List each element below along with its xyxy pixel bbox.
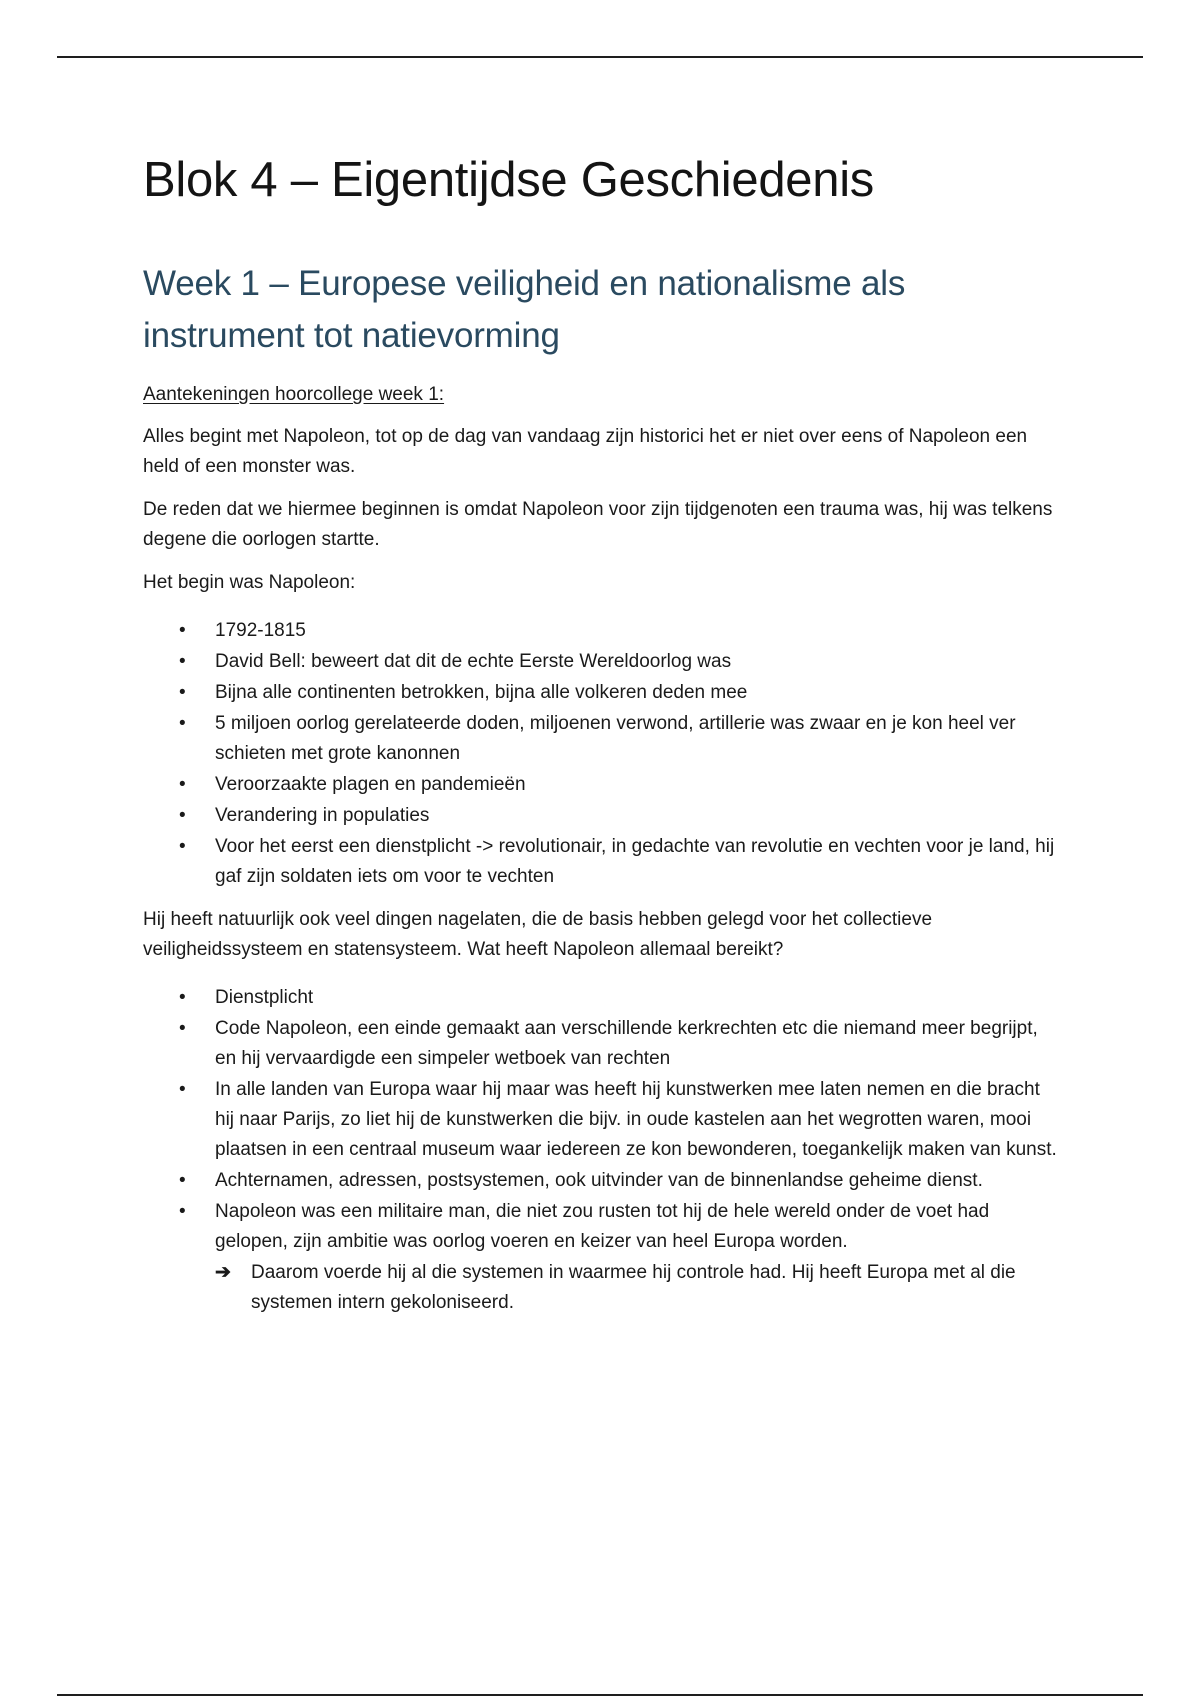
bullet-icon: • (179, 805, 186, 826)
paragraph-reason: De reden dat we hiermee beginnen is omdat Napoleon voor zijn tijdgenoten een trauma was, hij was telkens degene die oorlogen startte. (143, 499, 1053, 550)
bullet-icon: • (179, 987, 186, 1008)
list-item: • Dienstplicht (215, 983, 1063, 1013)
week-heading: Week 1 – Europese veiligheid en nationalisme als instrument tot natievorming (143, 264, 906, 355)
bullet-icon: • (179, 713, 186, 734)
bullet-icon: • (179, 836, 186, 857)
document-body (143, 140, 1063, 1318)
bullet-icon: • (179, 651, 186, 672)
list-item: • Napoleon was een militaire man, die niet zou rusten tot hij de hele wereld onder de voet had gelopen, zijn ambitie was oorlog voeren en keizer van heel Europa worden. (215, 1197, 1063, 1257)
list-item: • David Bell: beweert dat dit de echte Eerste Wereldoorlog was (215, 647, 1063, 677)
header-rule (57, 56, 1143, 58)
list-item: • Veroorzaakte plagen en pandemieën (215, 770, 1063, 800)
bullet-icon: • (179, 682, 186, 703)
paragraph-legacy: Hij heeft natuurlijk ook veel dingen nagelaten, die de basis hebben gelegd voor het collectieve veiligheidssysteem en statensysteem. Wat heeft Napoleon allemaal bereikt? (143, 909, 933, 960)
bullet-icon: • (179, 1079, 186, 1100)
bullet-icon: • (179, 774, 186, 795)
document-title: Blok 4 – Eigentijdse Geschiedenis (143, 153, 874, 207)
list-item: • Achternamen, adressen, postsystemen, ook uitvinder van de binnenlandse geheime dienst. (215, 1166, 1063, 1196)
napoleon-facts-list (143, 616, 1063, 892)
notes-label: Aantekeningen hoorcollege week 1: (143, 384, 445, 405)
list-item: • Bijna alle continenten betrokken, bijna alle volkeren deden mee (215, 678, 1063, 708)
list-item: • Voor het eerst een dienstplicht -> revolutionair, in gedachte van revolutie en vechten voor je land, hij gaf zijn soldaten iets om voor te vechten (215, 832, 1063, 892)
bullet-icon: • (179, 620, 186, 641)
list-item: • Verandering in populaties (215, 801, 1063, 831)
paragraph-intro: Alles begint met Napoleon, tot op de dag van vandaag zijn historici het er niet over eens of Napoleon een held of een monster was. (143, 426, 1028, 477)
list-item: • Code Napoleon, een einde gemaakt aan verschillende kerkrechten etc die niemand meer begrijpt, en hij vervaardigde een simpeler wetboek van rechten (215, 1014, 1063, 1074)
bullet-icon: • (179, 1201, 186, 1222)
list-item: • 1792-1815 (215, 616, 1063, 646)
bullet-icon: • (179, 1170, 186, 1191)
paragraph-begin: Het begin was Napoleon: (143, 572, 356, 593)
arrow-list-item: ➔ Daarom voerde hij al die systemen in waarmee hij controle had. Hij heeft Europa met al die systemen intern gekoloniseerd. (251, 1258, 1063, 1318)
footer-rule (57, 1694, 1143, 1696)
bullet-icon: • (179, 1018, 186, 1039)
napoleon-achievements-list (143, 983, 1063, 1257)
list-item: • In alle landen van Europa waar hij maar was heeft hij kunstwerken mee laten nemen en die bracht hij naar Parijs, zo liet hij de kunstwerken die bijv. in oude kastelen aan het wegrotten waren, mooi plaatsen in een centraal museum waar iedereen ze kon bewonderen, toegankelijk maken van kunst. (215, 1075, 1063, 1165)
list-item: • 5 miljoen oorlog gerelateerde doden, miljoenen verwond, artillerie was zwaar en je kon heel ver schieten met grote kanonnen (215, 709, 1063, 769)
arrow-right-icon: ➔ (215, 1262, 231, 1283)
